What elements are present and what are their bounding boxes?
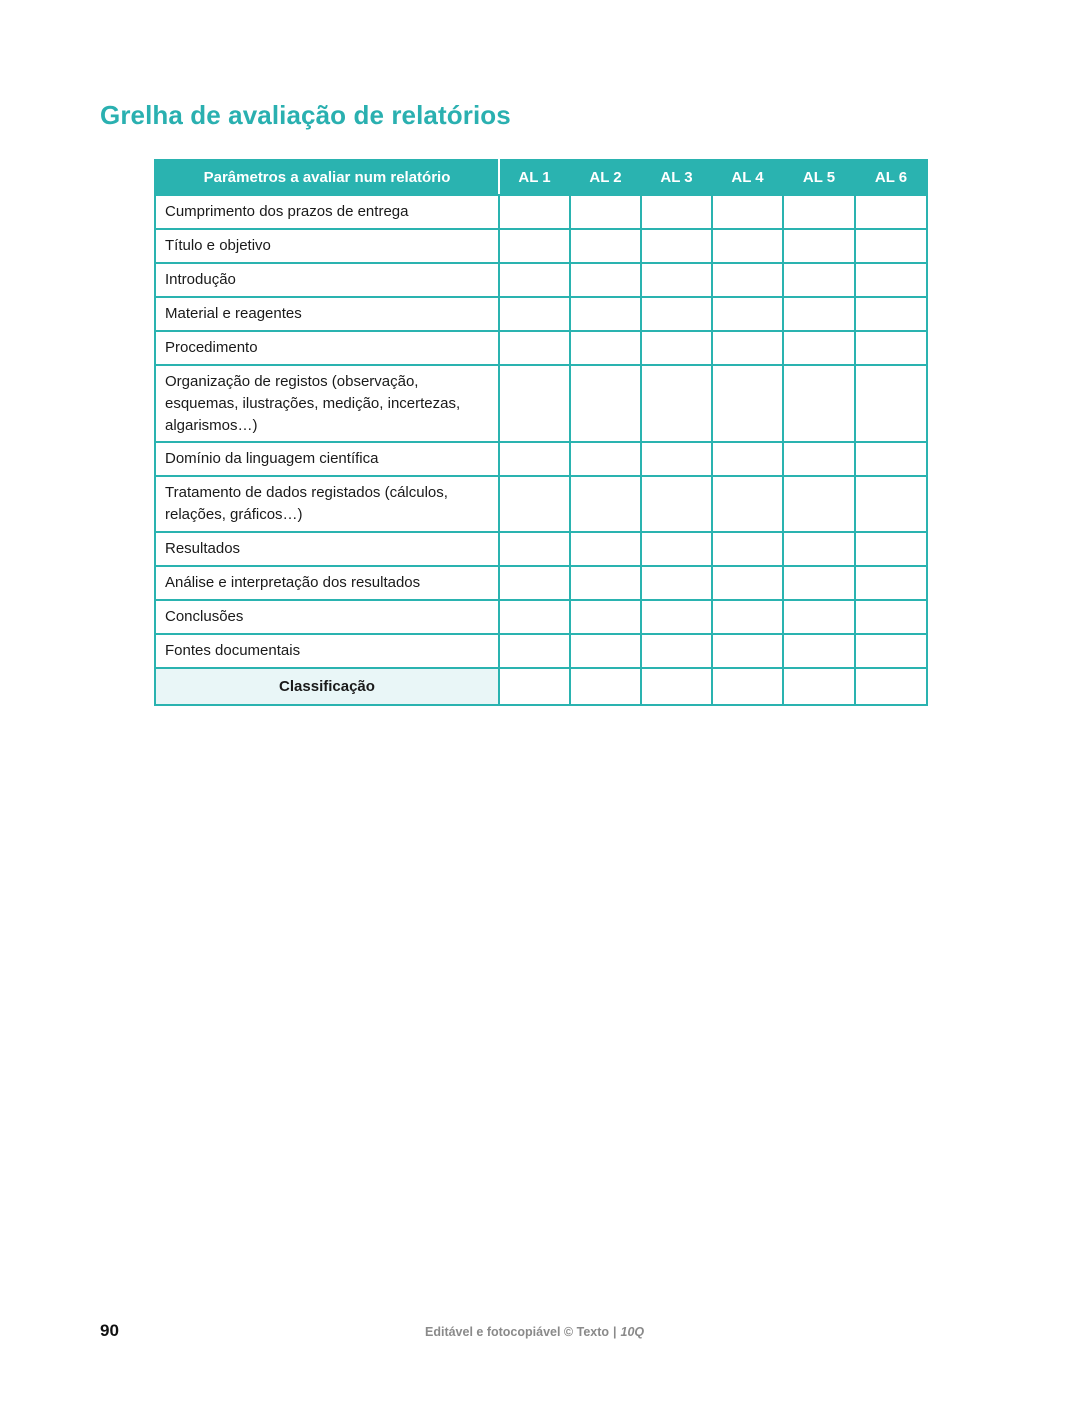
- parameter-label: Domínio da linguagem científica: [155, 442, 499, 476]
- score-cell-al1[interactable]: [499, 600, 570, 634]
- score-cell-al4[interactable]: [712, 532, 783, 566]
- score-cell-al4[interactable]: [712, 442, 783, 476]
- parameter-label: Análise e interpretação dos resultados: [155, 566, 499, 600]
- score-cell-al1[interactable]: [499, 195, 570, 229]
- score-cell-al2[interactable]: [570, 532, 641, 566]
- score-cell-al4[interactable]: [712, 297, 783, 331]
- classification-cell-al3[interactable]: [641, 668, 712, 705]
- score-cell-al4[interactable]: [712, 195, 783, 229]
- score-cell-al6[interactable]: [855, 263, 927, 297]
- score-cell-al1[interactable]: [499, 442, 570, 476]
- score-cell-al6[interactable]: [855, 566, 927, 600]
- score-cell-al6[interactable]: [855, 195, 927, 229]
- score-cell-al2[interactable]: [570, 476, 641, 532]
- column-header-al6: AL 6: [855, 160, 927, 195]
- table-row: [155, 442, 927, 476]
- score-cell-al5[interactable]: [783, 566, 855, 600]
- score-cell-al1[interactable]: [499, 532, 570, 566]
- table-row: [155, 600, 927, 634]
- footer-copyright: [425, 1325, 644, 1339]
- parameter-label: Organização de registos (observação, esquemas, ilustrações, medição, incertezas, algarismos…): [155, 365, 499, 442]
- score-cell-al5[interactable]: [783, 532, 855, 566]
- score-cell-al2[interactable]: [570, 442, 641, 476]
- header-row: [155, 160, 927, 195]
- score-cell-al1[interactable]: [499, 263, 570, 297]
- footer-text: Editável e fotocopiável © Texto: [425, 1325, 610, 1339]
- score-cell-al5[interactable]: [783, 297, 855, 331]
- table-row: [155, 634, 927, 668]
- score-cell-al4[interactable]: [712, 476, 783, 532]
- parameter-label: Conclusões: [155, 600, 499, 634]
- table-row: [155, 532, 927, 566]
- score-cell-al6[interactable]: [855, 532, 927, 566]
- score-cell-al3[interactable]: [641, 532, 712, 566]
- classification-label: Classificação: [155, 668, 499, 705]
- score-cell-al6[interactable]: [855, 442, 927, 476]
- score-cell-al3[interactable]: [641, 263, 712, 297]
- score-cell-al5[interactable]: [783, 634, 855, 668]
- score-cell-al6[interactable]: [855, 229, 927, 263]
- parameter-label: Cumprimento dos prazos de entrega: [155, 195, 499, 229]
- score-cell-al2[interactable]: [570, 365, 641, 442]
- parameter-label: Tratamento de dados registados (cálculos, relações, gráficos…): [155, 476, 499, 532]
- score-cell-al4[interactable]: [712, 229, 783, 263]
- score-cell-al3[interactable]: [641, 365, 712, 442]
- score-cell-al1[interactable]: [499, 331, 570, 365]
- score-cell-al4[interactable]: [712, 331, 783, 365]
- score-cell-al5[interactable]: [783, 476, 855, 532]
- score-cell-al4[interactable]: [712, 600, 783, 634]
- score-cell-al3[interactable]: [641, 331, 712, 365]
- score-cell-al3[interactable]: [641, 566, 712, 600]
- score-cell-al6[interactable]: [855, 476, 927, 532]
- column-header-parameters: Parâmetros a avaliar num relatório: [155, 160, 499, 195]
- table-row: [155, 566, 927, 600]
- score-cell-al1[interactable]: [499, 365, 570, 442]
- classification-cell-al2[interactable]: [570, 668, 641, 705]
- score-cell-al5[interactable]: [783, 263, 855, 297]
- score-cell-al6[interactable]: [855, 634, 927, 668]
- score-cell-al4[interactable]: [712, 566, 783, 600]
- score-cell-al2[interactable]: [570, 263, 641, 297]
- score-cell-al1[interactable]: [499, 476, 570, 532]
- score-cell-al2[interactable]: [570, 331, 641, 365]
- page-number: 90: [100, 1321, 119, 1340]
- score-cell-al2[interactable]: [570, 195, 641, 229]
- parameter-label: Material e reagentes: [155, 297, 499, 331]
- score-cell-al6[interactable]: [855, 365, 927, 442]
- score-cell-al2[interactable]: [570, 634, 641, 668]
- score-cell-al6[interactable]: [855, 331, 927, 365]
- table-row: [155, 365, 927, 442]
- score-cell-al3[interactable]: [641, 195, 712, 229]
- score-cell-al5[interactable]: [783, 195, 855, 229]
- score-cell-al2[interactable]: [570, 566, 641, 600]
- score-cell-al4[interactable]: [712, 634, 783, 668]
- parameter-label: Título e objetivo: [155, 229, 499, 263]
- score-cell-al1[interactable]: [499, 297, 570, 331]
- table-row: [155, 229, 927, 263]
- score-cell-al3[interactable]: [641, 634, 712, 668]
- parameter-label: Fontes documentais: [155, 634, 499, 668]
- column-header-al3: AL 3: [641, 160, 712, 195]
- table-row: [155, 263, 927, 297]
- footer-separator: |: [613, 1325, 617, 1339]
- column-header-al1: AL 1: [499, 160, 570, 195]
- parameter-label: Procedimento: [155, 331, 499, 365]
- score-cell-al4[interactable]: [712, 365, 783, 442]
- table-row: [155, 195, 927, 229]
- evaluation-grid: [154, 159, 928, 706]
- column-header-al4: AL 4: [712, 160, 783, 195]
- score-cell-al3[interactable]: [641, 600, 712, 634]
- score-cell-al3[interactable]: [641, 442, 712, 476]
- table-row: [155, 476, 927, 532]
- page-title: Grelha de avaliação de relatórios: [100, 100, 511, 130]
- score-cell-al2[interactable]: [570, 297, 641, 331]
- classification-cell-al4[interactable]: [712, 668, 783, 705]
- score-cell-al3[interactable]: [641, 297, 712, 331]
- score-cell-al1[interactable]: [499, 229, 570, 263]
- score-cell-al5[interactable]: [783, 442, 855, 476]
- score-cell-al2[interactable]: [570, 600, 641, 634]
- column-header-al2: AL 2: [570, 160, 641, 195]
- score-cell-al1[interactable]: [499, 634, 570, 668]
- score-cell-al5[interactable]: [783, 365, 855, 442]
- score-cell-al4[interactable]: [712, 263, 783, 297]
- score-cell-al3[interactable]: [641, 476, 712, 532]
- classification-cell-al1[interactable]: [499, 668, 570, 705]
- table-row: [155, 297, 927, 331]
- score-cell-al3[interactable]: [641, 229, 712, 263]
- score-cell-al5[interactable]: [783, 331, 855, 365]
- table-row: [155, 331, 927, 365]
- classification-cell-al6[interactable]: [855, 668, 927, 705]
- score-cell-al1[interactable]: [499, 566, 570, 600]
- classification-row: [155, 668, 927, 705]
- classification-cell-al5[interactable]: [783, 668, 855, 705]
- score-cell-al5[interactable]: [783, 229, 855, 263]
- parameter-label: Introdução: [155, 263, 499, 297]
- column-header-al5: AL 5: [783, 160, 855, 195]
- score-cell-al6[interactable]: [855, 600, 927, 634]
- score-cell-al6[interactable]: [855, 297, 927, 331]
- score-cell-al5[interactable]: [783, 600, 855, 634]
- parameter-label: Resultados: [155, 532, 499, 566]
- score-cell-al2[interactable]: [570, 229, 641, 263]
- footer-book: 10Q: [620, 1325, 645, 1339]
